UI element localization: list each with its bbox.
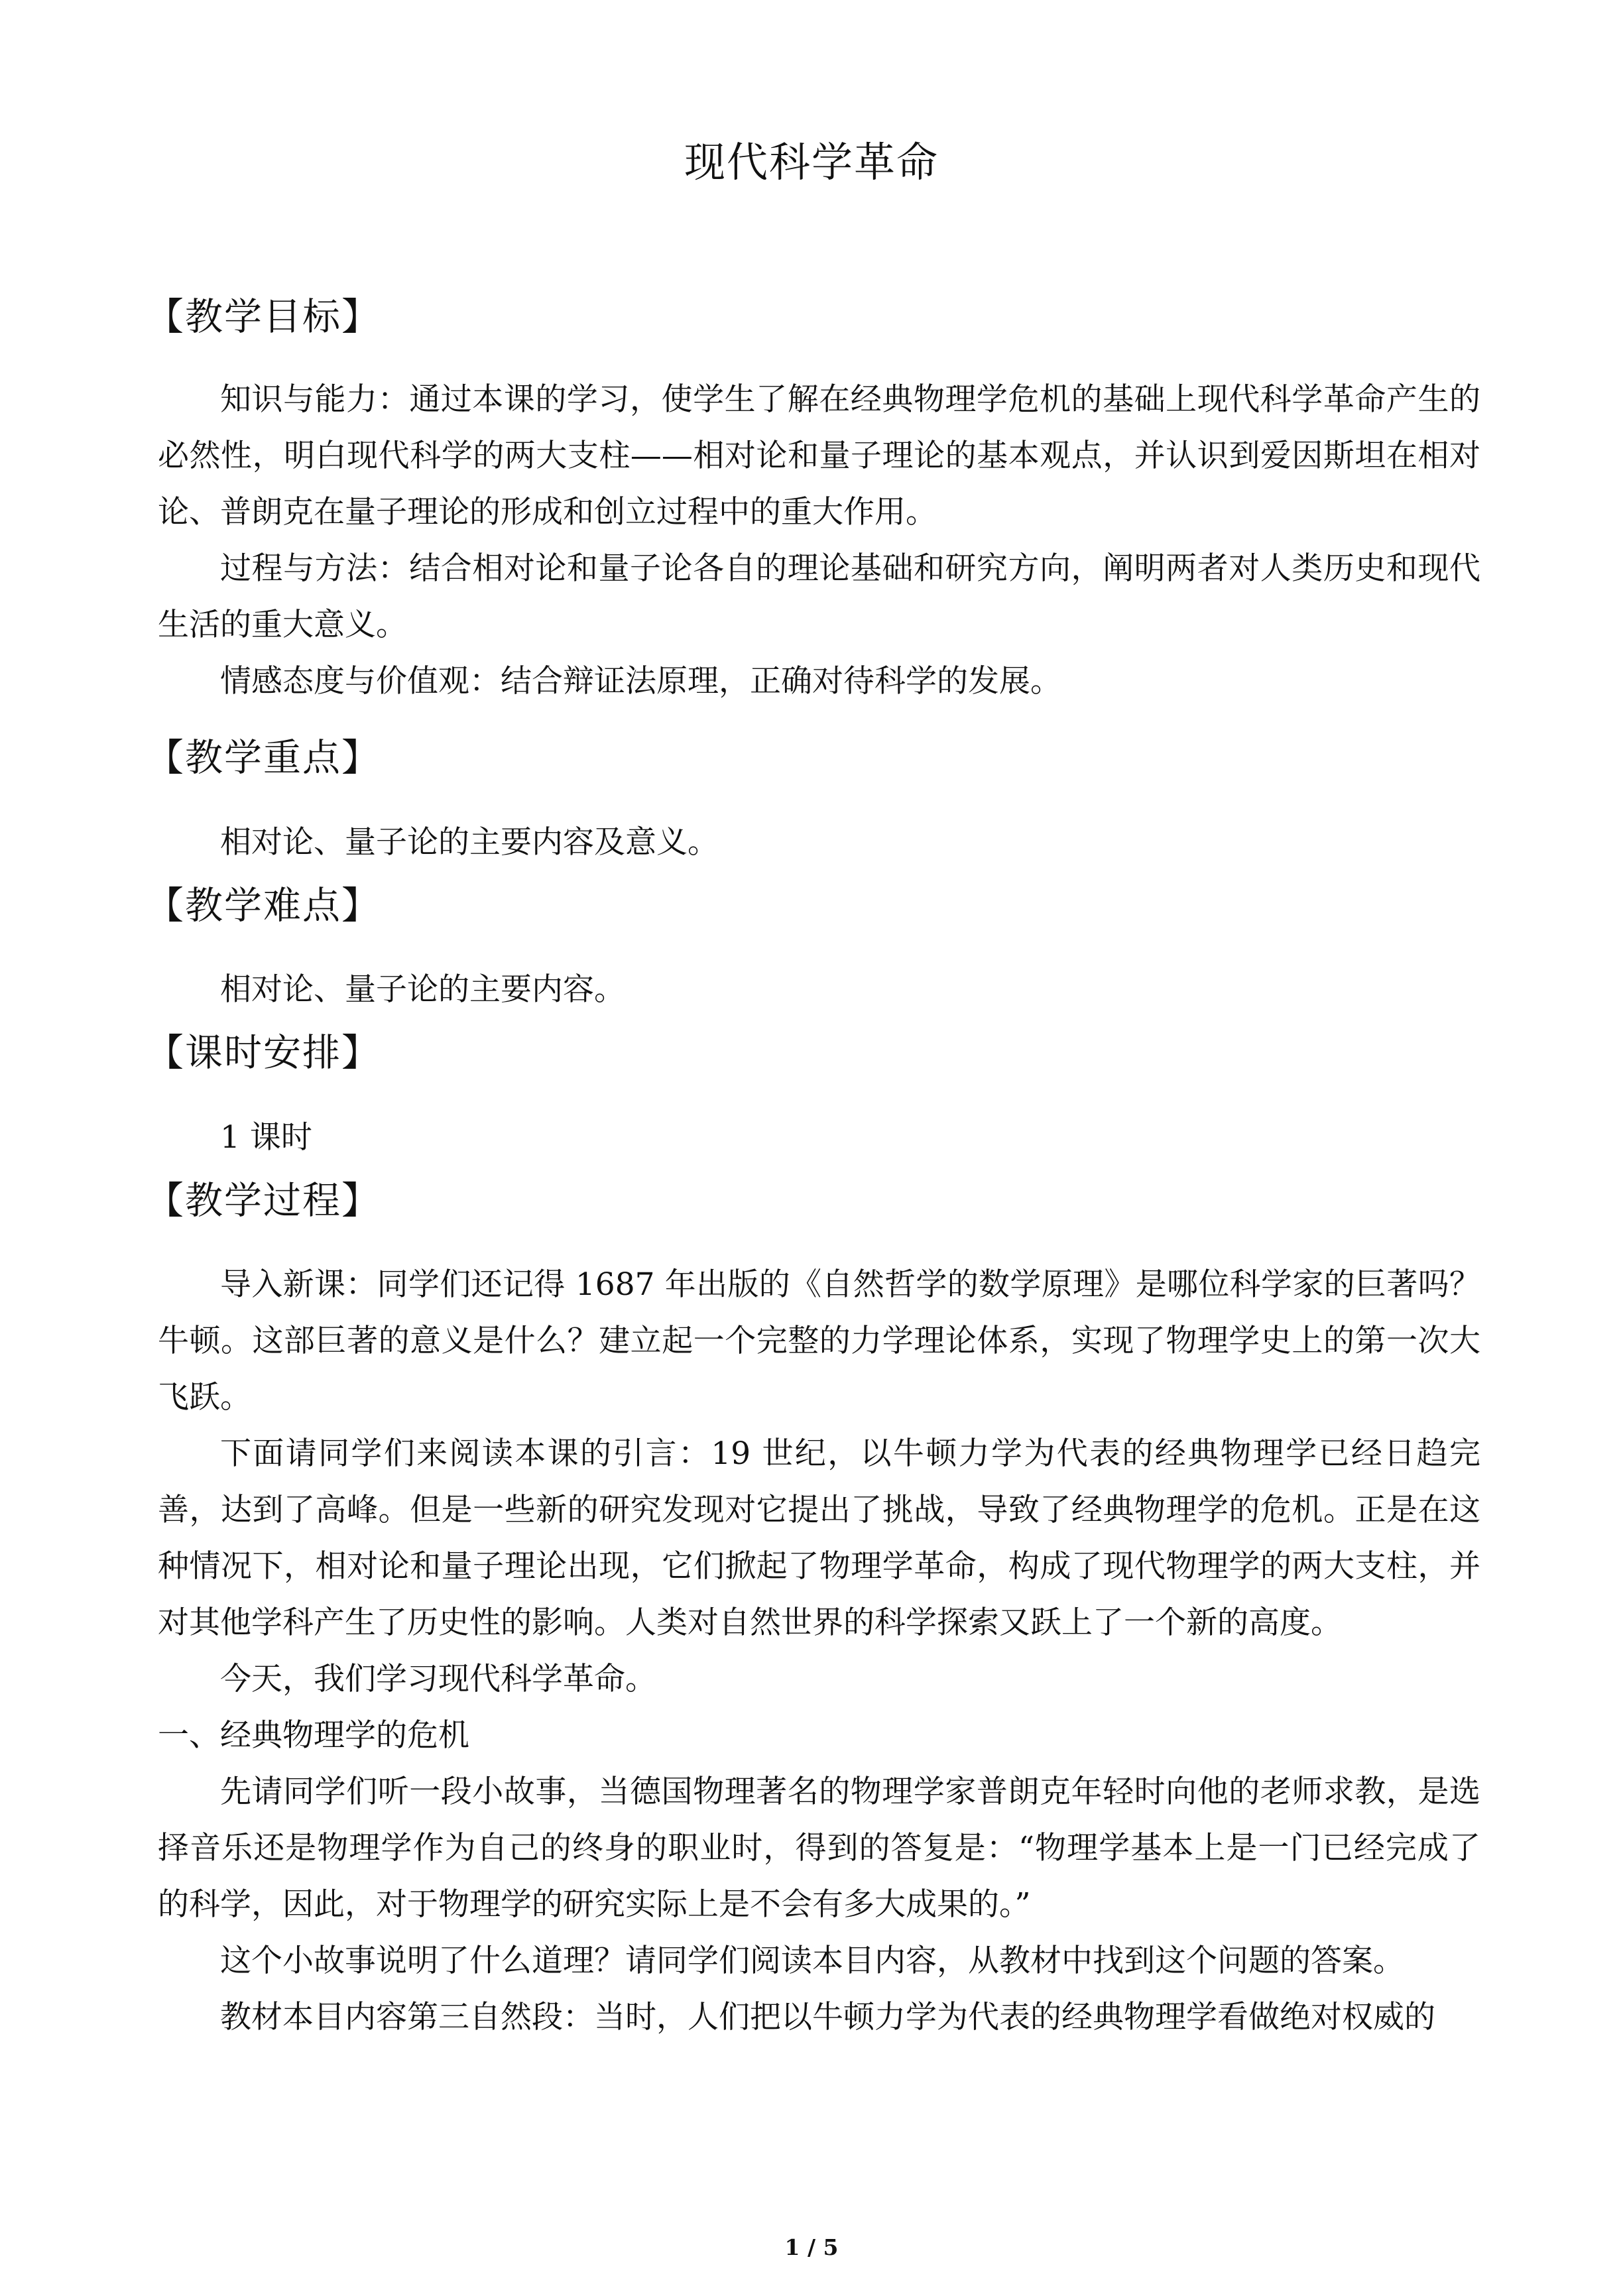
paragraph-objectives-emotion: 情感态度与价值观：结合辩证法原理，正确对待科学的发展。 — [220, 663, 1061, 699]
paragraph-objectives-knowledge: 知识与能力：通过本课的学习，使学生了解在经典物理学危机的基础上现代科学革命产生的必然性，明白现代科学的两大支柱——相对论和量子理论的基本观点，并认识到爱因斯坦在相对论、普朗克在量子理论的形成和创立过程中的重大作用。 — [158, 381, 1480, 530]
paragraph-key-points: 相对论、量子论的主要内容及意义。 — [220, 824, 719, 861]
heading-schedule: 【课时安排】 — [146, 1031, 381, 1075]
paragraph-preface: 下面请同学们来阅读本课的引言：19 世纪，以牛顿力学为代表的经典物理学已经日趋完善，达到了高峰。但是一些新的研究发现对它提出了挑战，导致了经典物理学的危机。正是在这种情况下，相对论和量子理论出现，它们掀起了物理学革命，构成了现代物理学的两大支柱，并对其他学科产生了历史性的影响。人类对自然世界的科学探索又跃上了一个新的高度。 — [158, 1435, 1480, 1641]
heading-process: 【教学过程】 — [146, 1179, 381, 1223]
paragraph-question: 这个小故事说明了什么道理？请同学们阅读本目内容，从教材中找到这个问题的答案。 — [220, 1943, 1404, 1979]
heading-objectives: 【教学目标】 — [146, 295, 381, 339]
document-title: 现代科学革命 — [684, 138, 939, 186]
heading-key-points: 【教学重点】 — [146, 736, 381, 780]
paragraph-difficulties: 相对论、量子论的主要内容。 — [220, 971, 625, 1008]
subheading-crisis: 一、经典物理学的危机 — [158, 1717, 469, 1754]
paragraph-story: 先请同学们听一段小故事，当德国物理著名的物理学家普朗克年轻时向他的老师求教，是选择音乐还是物理学作为自己的终身的职业时，得到的答复是：“物理学基本上是一门已经完成了的科学，因此，对于物理学的研究实际上是不会有多大成果的。” — [158, 1774, 1480, 1923]
paragraph-intro: 导入新课：同学们还记得 1687 年出版的《自然哲学的数学原理》是哪位科学家的巨著吗？牛顿。这部巨著的意义是什么？建立起一个完整的力学理论体系，实现了物理学史上的第一次大飞跃。 — [158, 1266, 1480, 1416]
heading-difficulties: 【教学难点】 — [146, 884, 381, 928]
page-number: 1 / 5 — [784, 2234, 839, 2260]
paragraph-objectives-process: 过程与方法：结合相对论和量子论各自的理论基础和研究方向，阐明两者对人类历史和现代生活的重大意义。 — [158, 550, 1480, 643]
paragraph-schedule: 1 课时 — [220, 1119, 312, 1156]
paragraph-textbook: 教材本目内容第三自然段：当时，人们把以牛顿力学为代表的经典物理学看做绝对权威的 — [220, 1999, 1435, 2035]
paragraph-today: 今天，我们学习现代科学革命。 — [220, 1661, 656, 1697]
